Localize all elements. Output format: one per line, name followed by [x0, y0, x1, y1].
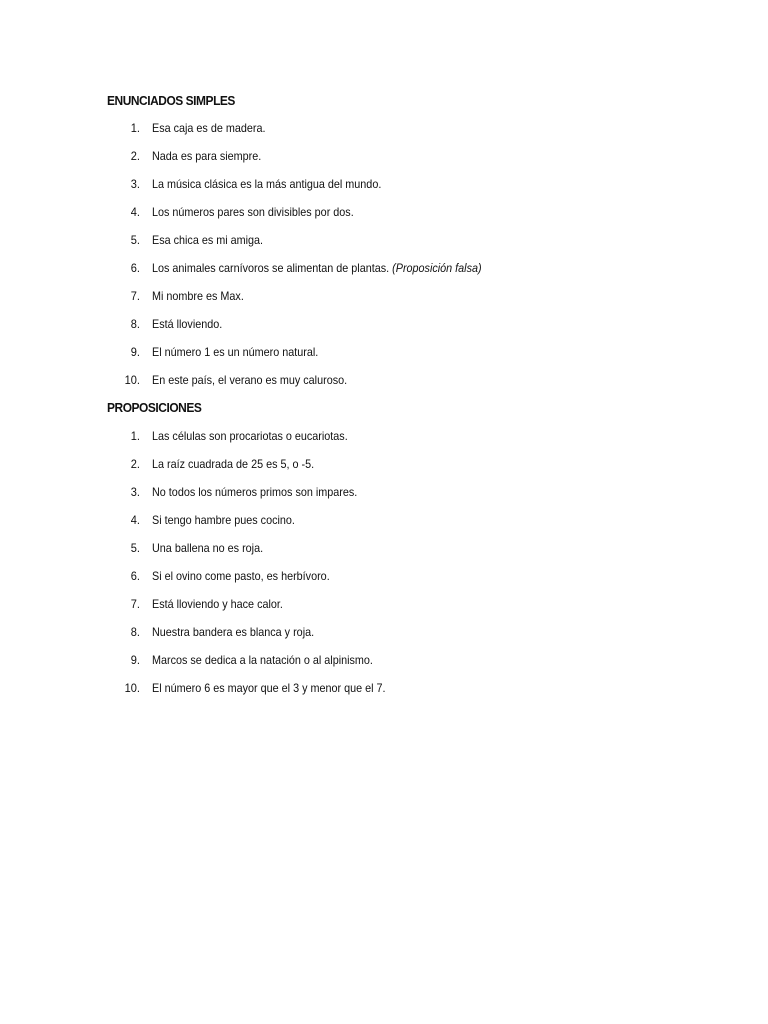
list-item-text: Si tengo hambre pues cocino. [152, 513, 295, 527]
list-item [0, 484, 768, 512]
list-item-number: 4. [130, 513, 140, 527]
list-item-number: 10. [124, 373, 140, 387]
list-item-number: 3. [130, 177, 140, 191]
list-item-text: Esa chica es mi amiga. [152, 233, 264, 247]
list-item-text: Una ballena no es roja. [152, 541, 264, 555]
list-item-number: 6. [130, 569, 140, 583]
list-item-content [152, 428, 348, 444]
list-item-content [152, 176, 381, 192]
enunciados-simples-list [0, 120, 768, 400]
list-item-content [152, 288, 244, 304]
list-item-text: Marcos se dedica a la natación o al alpinismo. [152, 653, 373, 667]
list-item [0, 456, 768, 484]
list-item-number: 9. [130, 345, 140, 359]
list-item-content [152, 512, 295, 528]
list-item-text: El número 1 es un número natural. [152, 345, 319, 359]
list-item-number: 3. [130, 485, 140, 499]
list-item-number: 9. [130, 653, 140, 667]
list-item-number: 1. [130, 121, 140, 135]
list-item-number: 6. [130, 261, 140, 275]
list-item-number: 2. [130, 457, 140, 471]
list-item-content [152, 344, 318, 360]
list-item [0, 232, 768, 260]
list-item [0, 428, 768, 456]
list-item-text: Nuestra bandera es blanca y roja. [152, 625, 315, 639]
proposiciones-list [0, 428, 768, 708]
list-item [0, 372, 768, 400]
list-item-content [152, 260, 482, 276]
list-item [0, 652, 768, 680]
list-item-text: Mi nombre es Max. [152, 289, 244, 303]
section-heading-enunciados-simples: ENUNCIADOS SIMPLES [107, 93, 235, 108]
list-item [0, 596, 768, 624]
list-item-text: Nada es para siempre. [152, 149, 262, 163]
list-item-content [152, 568, 330, 584]
list-item-text: En este país, el verano es muy caluroso. [152, 373, 348, 387]
list-item-text: Esa caja es de madera. [152, 121, 266, 135]
list-item-content [152, 204, 354, 220]
list-item [0, 540, 768, 568]
list-item [0, 176, 768, 204]
list-item-text: Las células son procariotas o eucariotas. [152, 429, 348, 443]
list-item-number: 8. [130, 625, 140, 639]
list-item [0, 204, 768, 232]
list-item-number: 2. [130, 149, 140, 163]
list-item-number: 7. [130, 597, 140, 611]
list-item-number: 7. [130, 289, 140, 303]
list-item-number: 10. [124, 681, 140, 695]
list-item [0, 288, 768, 316]
list-item-text: El número 6 es mayor que el 3 y menor que el 7. [152, 681, 386, 695]
list-item-text: Si el ovino come pasto, es herbívoro. [152, 569, 330, 583]
list-item [0, 568, 768, 596]
list-item [0, 624, 768, 652]
list-item-content [152, 120, 265, 136]
list-item-number: 5. [130, 541, 140, 555]
list-item-text: Los números pares son divisibles por dos. [152, 205, 354, 219]
list-item-number: 8. [130, 317, 140, 331]
list-item-content [152, 680, 386, 696]
list-item-text: Está lloviendo y hace calor. [152, 597, 283, 611]
list-item-content [152, 540, 263, 556]
list-item-content [152, 624, 314, 640]
list-item [0, 120, 768, 148]
list-item [0, 260, 768, 288]
list-item-content [152, 232, 263, 248]
list-item-text: Los animales carnívoros se alimentan de plantas. [152, 261, 390, 275]
list-item [0, 512, 768, 540]
list-item [0, 344, 768, 372]
list-item-content [152, 372, 347, 388]
list-item-content [152, 316, 222, 332]
list-item-number: 4. [130, 205, 140, 219]
list-item-number: 5. [130, 233, 140, 247]
list-item-text: Está lloviendo. [152, 317, 223, 331]
list-item-content [152, 456, 314, 472]
list-item-text: La música clásica es la más antigua del mundo. [152, 177, 382, 191]
list-item [0, 148, 768, 176]
list-item-text: No todos los números primos son impares. [152, 485, 358, 499]
section-heading-proposiciones: PROPOSICIONES [107, 400, 202, 415]
list-item [0, 316, 768, 344]
list-item [0, 680, 768, 708]
list-item-text: La raíz cuadrada de 25 es 5, o -5. [152, 457, 315, 471]
list-item-note: (Proposición falsa) [392, 261, 482, 275]
list-item-content [152, 484, 357, 500]
list-item-number: 1. [130, 429, 140, 443]
list-item-content [152, 148, 261, 164]
list-item-content [152, 596, 283, 612]
list-item-content [152, 652, 373, 668]
